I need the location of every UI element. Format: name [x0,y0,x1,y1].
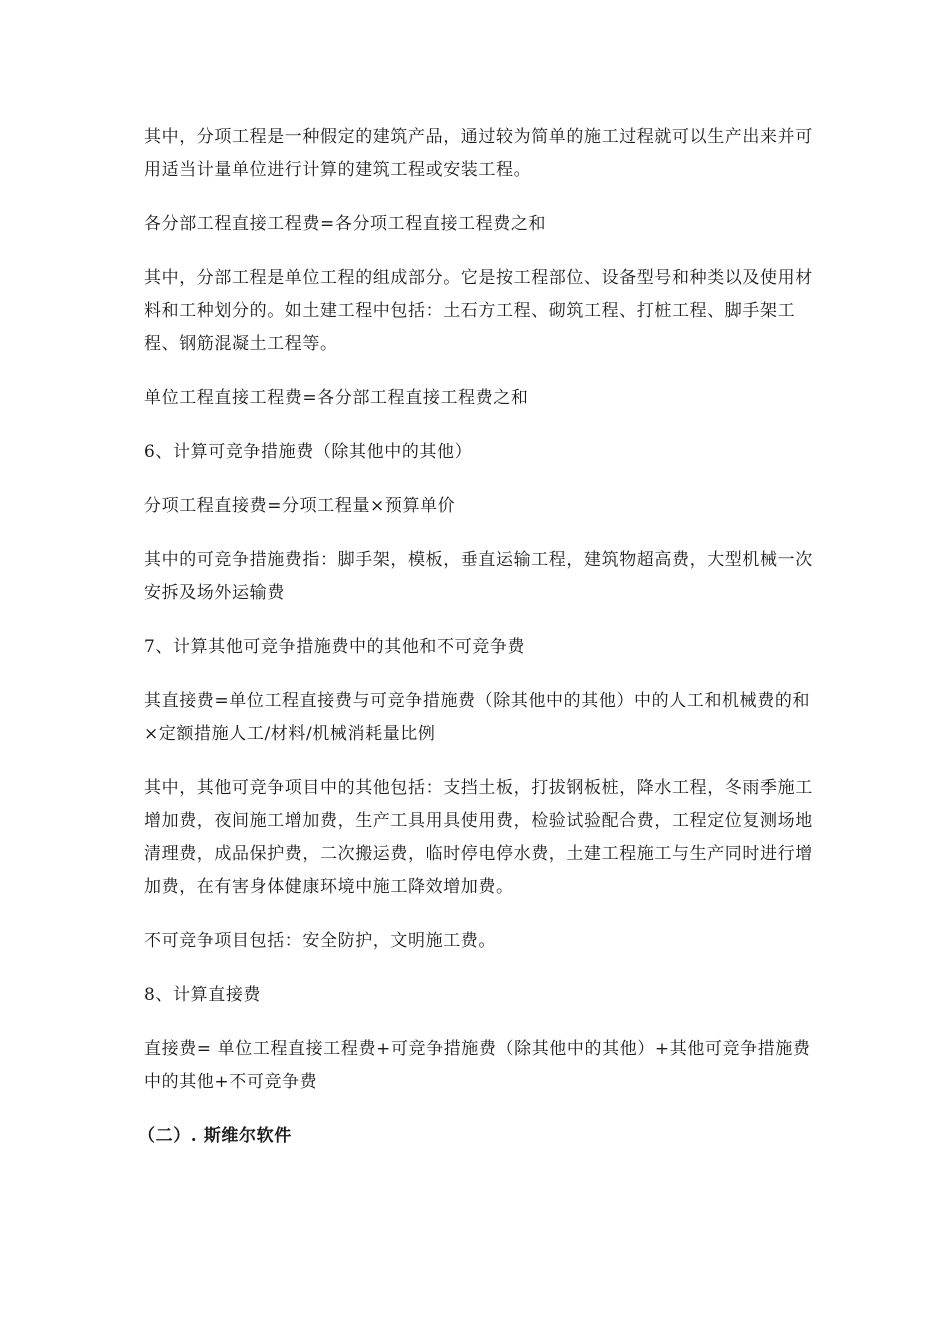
paragraph-non-competitive-items: 不可竞争项目包括：安全防护，文明施工费。 [144,931,496,951]
paragraph-competitive-measures: 其中的可竞争措施费指：脚手架，模板，垂直运输工程，建筑物超高费，大型机械一次安拆及场外运输费 [144,550,813,603]
paragraph-division-definition: 其中，分部工程是单位工程的组成部分。它是按工程部位、设备型号和种类以及使用材料和工种划分的。如土建工程中包括：土石方工程、砌筑工程、打桩工程、脚手架工程、钢筋混凝土工程等。 [144,268,813,354]
step-6-title: 6、计算可竞争措施费（除其他中的其他） [144,442,473,462]
formula-sub-item-direct-cost: 分项工程直接费=分项工程量×预算单价 [144,496,456,516]
section-heading-swell-software: （二）. 斯维尔软件 [138,1126,292,1146]
paragraph-sub-item-definition: 其中，分项工程是一种假定的建筑产品，通过较为简单的施工过程就可以生产出来并可用适当计量单位进行计算的建筑工程或安装工程。 [144,127,813,180]
step-7-title: 7、计算其他可竞争措施费中的其他和不可竞争费 [144,637,526,657]
formula-division-direct-cost: 各分部工程直接工程费=各分项工程直接工程费之和 [144,214,547,234]
formula-unit-direct-cost: 单位工程直接工程费=各分部工程直接工程费之和 [144,388,529,408]
paragraph-other-items-list: 其中，其他可竞争项目中的其他包括：支挡土板，打拔钢板桩，降水工程，冬雨季施工增加费，夜间施工增加费，生产工具用具使用费，检验试验配合费，工程定位复测场地清理费，成品保护费，二次搬运费，临时停电停水费，土建工程施工与生产同时进行增加费，在有害身体健康环境中施工降效增加费。 [144,778,813,897]
formula-total-direct-cost: 直接费= 单位工程直接工程费+可竞争措施费（除其他中的其他）+其他可竞争措施费中的其他+不可竞争费 [144,1039,811,1092]
formula-other-direct-cost: 其直接费=单位工程直接费与可竞争措施费（除其他中的其他）中的人工和机械费的和×定额措施人工/材料/机械消耗量比例 [144,691,811,744]
document-body [138,121,816,1153]
step-8-title: 8、计算直接费 [144,985,262,1005]
